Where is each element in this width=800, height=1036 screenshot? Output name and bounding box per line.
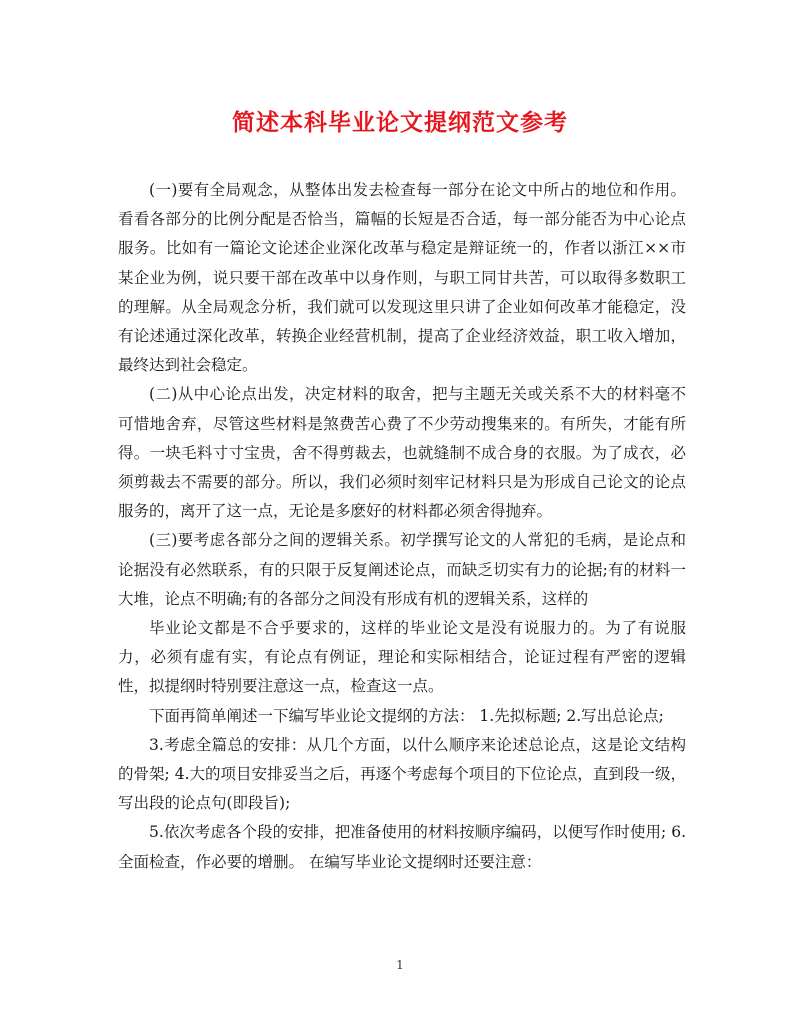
paragraph-3: (三)要考虑各部分之间的逻辑关系。初学撰写论文的人常犯的毛病，是论点和论据没有必然联系，有的只限于反复阐述论点，而缺乏切实有力的论据;有的材料一大堆，论点不明确;有的各部分之间没有形成有机的逻辑关系，这样的 <box>118 531 686 608</box>
paragraph-7: 5.依次考虑各个段的安排，把准备使用的材料按顺序编码，以便写作时使用; 6.全面检查，作必要的增删。 在编写毕业论文提纲时还要注意： <box>118 823 686 871</box>
document-title: 简述本科毕业论文提纲范文参考 <box>232 110 568 136</box>
paragraph-5: 下面再简单阐述一下编写毕业论文提纲的方法： 1.先拟标题; 2.写出总论点; <box>149 706 664 725</box>
page-number: 1 <box>396 958 404 972</box>
paragraph-1: (一)要有全局观念，从整体出发去检查每一部分在论文中所占的地位和作用。看看各部分的比例分配是否恰当，篇幅的长短是否合适，每一部分能否为中心论点服务。比如有一篇论文论述企业深化改革与稳定是辩证统一的，作者以浙江××市某企业为例，说只要干部在改革中以身作则，与职工同甘共苦，可以取得多数职工的理解。从全局观念分析，我们就可以发现这里只讲了企业如何改革才能稳定，没有论述通过深化改革，转换企业经营机制，提高了企业经济效益，职工收入增加，最终达到社会稳定。 <box>118 181 686 375</box>
paragraph-6: 3.考虑全篇总的安排：从几个方面，以什么顺序来论述总论点，这是论文结构的骨架; 4.大的项目安排妥当之后，再逐个考虑每个项目的下位论点，直到段一级，写出段的论点句(即段旨); <box>118 735 686 813</box>
document-body <box>118 176 686 877</box>
paragraph-4: 毕业论文都是不合乎要求的，这样的毕业论文是没有说服力的。为了有说服力，必须有虚有实，有论点有例证，理论和实际相结合，论证过程有严密的逻辑性，拟提纲时特别要注意这一点，检查这一点。 <box>118 619 686 696</box>
paragraph-2: (二)从中心论点出发，决定材料的取舍，把与主题无关或关系不大的材料毫不可惜地舍弃，尽管这些材料是煞费苦心费了不少劳动搜集来的。有所失，才能有所得。一块毛料寸寸宝贵，舍不得剪裁去，也就缝制不成合身的衣服。为了成衣，必须剪裁去不需要的部分。所以，我们必须时刻牢记材料只是为形成自己论文的论点服务的，离开了这一点，无论是多麽好的材料都必须舍得抛弃。 <box>118 385 686 521</box>
